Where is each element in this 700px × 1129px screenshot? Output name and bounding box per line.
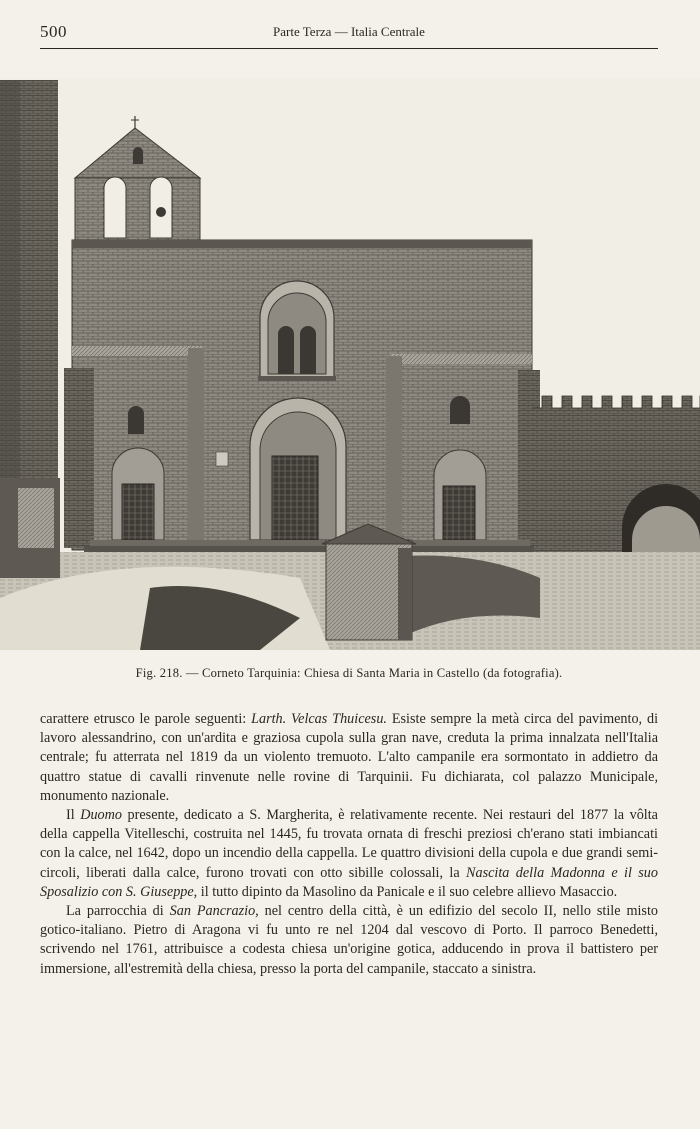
text-run: Il xyxy=(66,807,81,824)
body-text xyxy=(40,710,658,979)
header-rule xyxy=(40,48,658,49)
paragraph-2 xyxy=(40,806,658,902)
paragraph-3 xyxy=(40,902,658,979)
text-run: presente, dedicato a S. Margherita, è relativamente recente. Nei restauri del 1877 la vôlta della cappella Vitelleschi, costruita nel 1445, fu trovata ornata di freschi preziosi ch'erano stati imbiancati con la calce, nel 1642, dopo un incendio della cappella. Le quattro divisioni della cupola e due grandi semi-circoli, liberati dalla calce, furono trovati con otto sibille colossali, la xyxy=(40,807,658,881)
paragraph-1 xyxy=(40,710,658,806)
text-run: La parrocchia di xyxy=(66,903,170,920)
italic-run: San Pancrazio, xyxy=(169,903,259,920)
text-run: nel centro della città, è un edifizio del secolo II, nello stile misto gotico-italiano. Pietro di Aragona vi fu unto re nel 1204 dal vescovo di Porto. Il parroco Benedetti, scrivendo nel 1761, attribuisce a codesta chiesa un'origine gotica, adducendo in prova il battistero per immersione, all'estremità della chiesa, presso la porta del campanile, staccato a sinistra. xyxy=(40,903,658,977)
church-engraving xyxy=(0,78,700,650)
italic-run: Nascita della Madonna e il suo Sposalizio con S. Giuseppe, xyxy=(40,864,658,900)
text-run: carattere etrusco le parole seguenti: xyxy=(40,711,252,727)
text-run: il tutto dipinto da Masolino da Panicale e il suo celebre allievo Masaccio. xyxy=(197,883,618,900)
figure-caption: Fig. 218. — Corneto Tarquinia: Chiesa di Santa Maria in Castello (da fotografia). xyxy=(135,666,563,680)
running-title: Parte Terza — Italia Centrale xyxy=(273,24,425,39)
italic-run: Duomo xyxy=(80,807,122,824)
page-number: 500 xyxy=(40,22,67,41)
church-engraving-drawing xyxy=(0,78,700,650)
page-header xyxy=(40,18,658,44)
italic-run: Larth. Velcas Thuicesu. xyxy=(251,711,387,727)
text-run: Esiste sempre la metà circa del pavimento, di lavoro alessandrino, con un'ardita e graziosa cupola sulla gran nave, creduta la prima innalzata nell'Italia centrale; fu atterrata nel 1819 da un violento tremuoto. L'alto campanile era sormontato in addietro da quattro statue di cavalli rinvenute nelle rovine di Tarquinii. Fu dichiarata, col palazzo Municipale, monumento nazionale. xyxy=(40,711,659,804)
